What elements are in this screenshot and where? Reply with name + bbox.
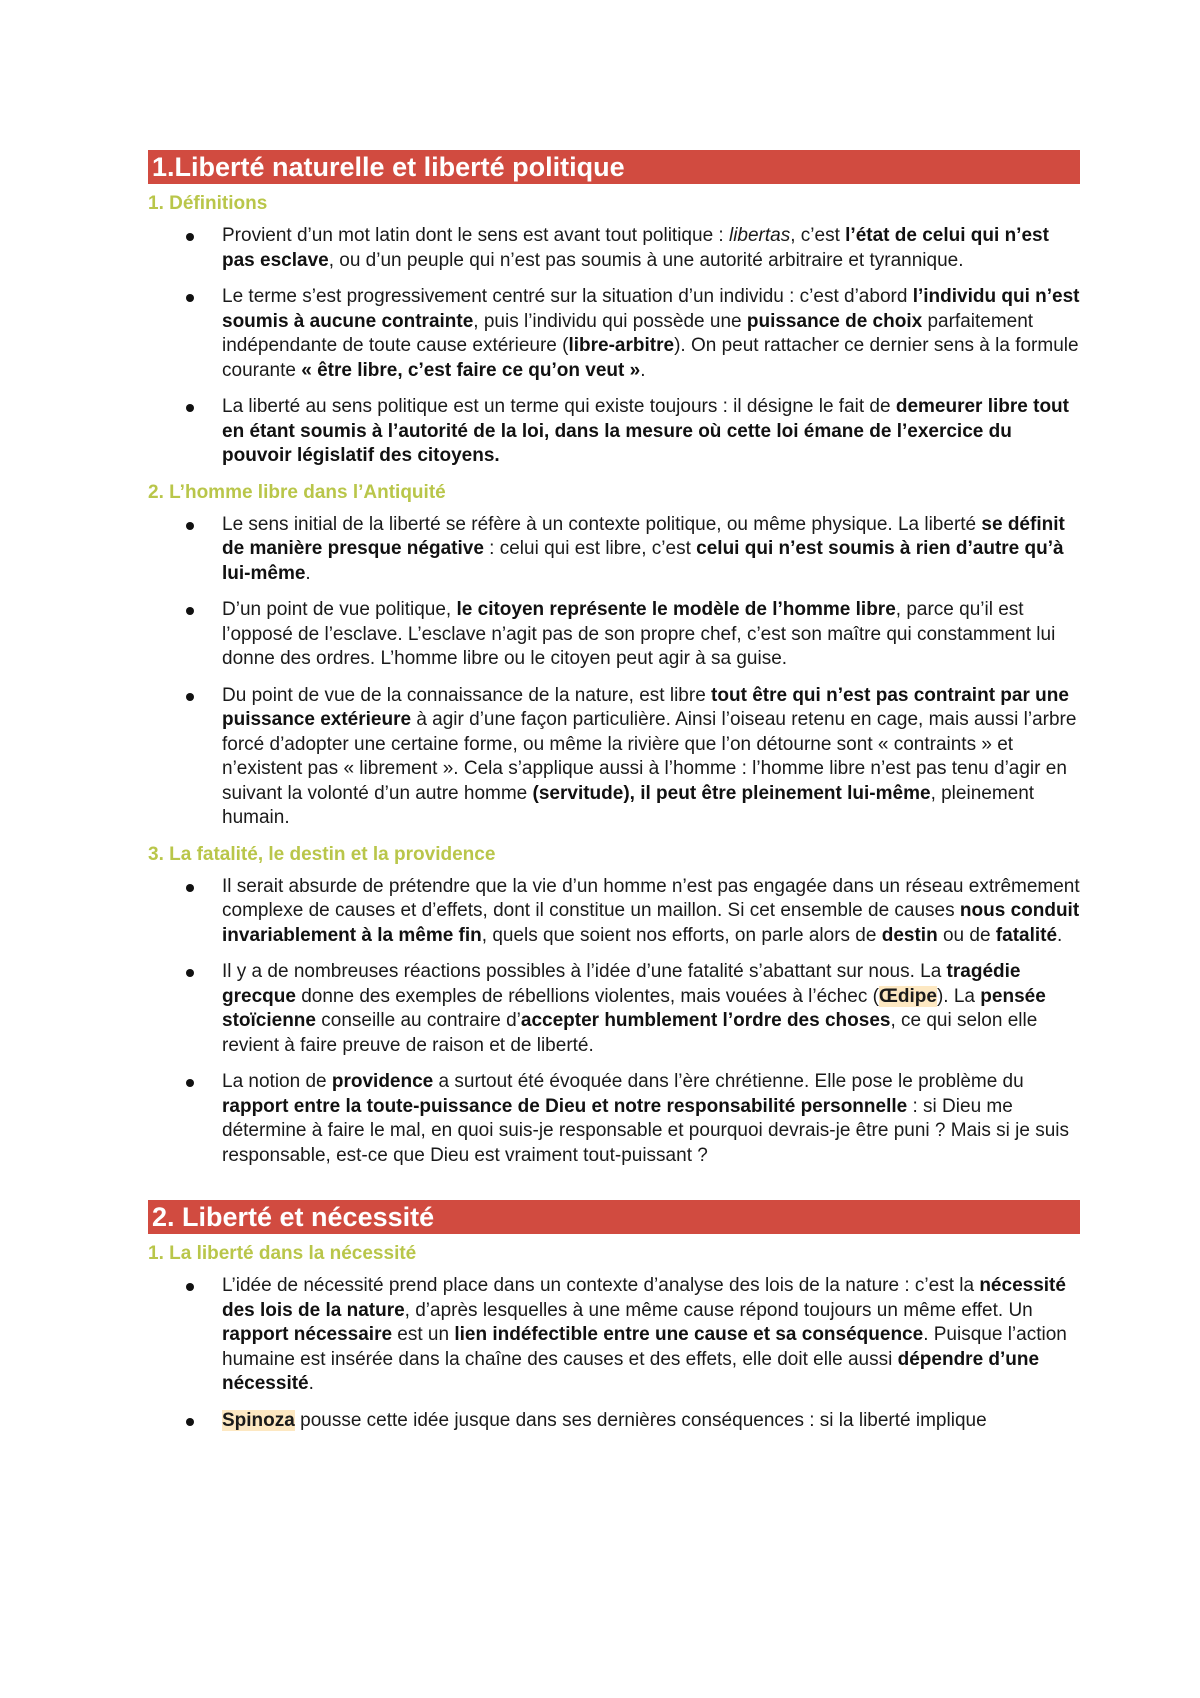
- bold-text: destin: [881, 924, 938, 946]
- bullet-icon: [186, 1418, 194, 1426]
- bold-text: nous conduit invariablement à la même fin: [222, 900, 1080, 946]
- subsection-heading: 1. Définitions: [148, 193, 268, 214]
- bullet-item: [148, 1070, 1080, 1168]
- bullet-text: [222, 1071, 1069, 1166]
- bullet-text: [222, 1410, 987, 1431]
- text-run: La notion de: [222, 1071, 332, 1092]
- bullet-list: [148, 1274, 1080, 1433]
- bold-text: le citoyen représente le modèle de l’homme libre: [456, 599, 896, 620]
- text-run: , puis l’individu qui possède une: [473, 310, 747, 332]
- highlighted-name: Œdipe: [878, 985, 937, 1007]
- text-run: Provient d’un mot latin dont le sens est avant tout politique :: [222, 225, 729, 246]
- highlighted-name: Spinoza: [222, 1409, 295, 1431]
- text-run: , parce qu’il est l’opposé de l’esclave. L’esclave n’agit pas de son propre chef, c’est son maître qui constamment lui donne des ordres. L’homme libre ou le citoyen peut agir à sa guise.: [222, 599, 1056, 669]
- subsection-heading: 3. La fatalité, le destin et la providence: [148, 843, 496, 865]
- text-run: ). On peut rattacher ce dernier sens à la formule courante: [222, 335, 1079, 381]
- bullet-item: [148, 684, 1080, 831]
- bullet-icon: [186, 404, 194, 412]
- bold-text: « être libre, c’est faire ce qu’on veut »: [301, 359, 641, 381]
- bullet-text: [222, 599, 1055, 669]
- text-run: conseille au contraire d’: [315, 1010, 521, 1031]
- bullet-list: [148, 224, 1080, 469]
- bullet-item: [148, 875, 1080, 949]
- bullet-text: [222, 225, 1049, 271]
- bullet-item: [148, 960, 1080, 1058]
- text-run: parfaitement indépendante de toute cause extérieure (: [222, 310, 1034, 356]
- text-run: La liberté au sens politique est un terme qui existe toujours : il désigne le fait de: [222, 396, 896, 417]
- text-run: Le terme s’est progressivement centré sur la situation d’un individu : c’est d’abord: [222, 286, 913, 307]
- text-run: ). La: [936, 985, 981, 1007]
- bullet-item: [148, 1274, 1080, 1397]
- bullet-icon: [186, 1079, 194, 1087]
- bullet-text: [222, 961, 1046, 1056]
- bold-text: rapport entre la toute-puissance de Dieu et notre responsabilité personnelle: [222, 1095, 908, 1117]
- text-run: , ou d’un peuple qui n’est pas soumis à une autorité arbitraire et tyrannique.: [328, 249, 964, 271]
- bold-text: se définit de manière presque négative: [222, 513, 1065, 559]
- bullet-icon: [186, 884, 194, 892]
- bullet-text: [222, 876, 1080, 946]
- bullet-text: [222, 685, 1076, 829]
- text-run: ou de: [937, 924, 996, 946]
- text-run: Il serait absurde de prétendre que la vie d’un homme n’est pas engagée dans un réseau extrêmement complexe de causes et d’effets, dont il constitue un maillon. Si cet ensemble de causes: [222, 875, 1080, 921]
- bold-text: accepter humblement l’ordre des choses: [520, 1010, 891, 1031]
- bullet-list: [148, 513, 1080, 831]
- bullet-icon: [186, 294, 194, 302]
- bullet-item: [148, 224, 1080, 273]
- bullet-item: [148, 285, 1080, 383]
- bullet-icon: [186, 693, 194, 701]
- bold-text: nécessité des lois de la nature: [222, 1275, 1066, 1321]
- text-run: : si Dieu me détermine à faire le mal, en quoi suis-je responsable et pourquoi devrais-je être puni ? Mais si je suis responsable, est-ce que Dieu est vraiment tout-puissant ?: [222, 1095, 1069, 1166]
- bullet-text: [222, 396, 1069, 466]
- text-run: , c’est: [790, 225, 846, 246]
- bullet-list: [148, 875, 1080, 1169]
- bold-text: tout être qui n’est pas contraint par une puissance extérieure: [222, 684, 1069, 730]
- bullet-icon: [186, 233, 194, 241]
- bold-text: celui qui n’est soumis à rien d’autre qu’à lui-même: [222, 538, 1064, 584]
- bullet-item: [148, 1409, 1080, 1434]
- text-run: D’un point de vue politique,: [222, 599, 457, 620]
- document-content: [148, 150, 1080, 1445]
- bold-text: pensée stoïcienne: [222, 985, 1046, 1031]
- bold-text: libre-arbitre: [568, 335, 675, 356]
- text-run: Du point de vue de la connaissance de la nature, est libre: [222, 684, 712, 706]
- bullet-text: [222, 514, 1065, 584]
- text-run: donne des exemples de rébellions violentes, mais vouées à l’échec (: [295, 985, 879, 1007]
- text-run: .: [305, 562, 311, 584]
- bullet-icon: [186, 522, 194, 530]
- bold-text: demeurer libre tout en étant soumis à l’autorité de la loi, dans la mesure où cette loi émane de l’exercice du pouvoir législatif des citoyens.: [222, 396, 1069, 466]
- text-run: , ce qui selon elle revient à faire preuve de raison et de liberté.: [222, 1010, 1038, 1056]
- text-run: .: [640, 359, 646, 381]
- text-run: .: [308, 1373, 314, 1394]
- bullet-item: [148, 513, 1080, 587]
- bold-text: fatalité: [995, 924, 1058, 946]
- text-run: , d’après lesquelles à une même cause répond toujours un même effet. Un: [404, 1299, 1033, 1321]
- text-run: pousse cette idée jusque dans ses dernières conséquences : si la liberté implique: [294, 1409, 987, 1431]
- bold-text: rapport nécessaire: [222, 1324, 393, 1345]
- subsection-heading: 1. La liberté dans la nécessité: [148, 1243, 417, 1264]
- text-run: Le sens initial de la liberté se réfère à un contexte politique, ou même physique. La liberté: [222, 513, 982, 535]
- bold-text: tragédie grecque: [222, 961, 1021, 1007]
- bullet-item: [148, 598, 1080, 672]
- bold-text: (servitude), il peut être pleinement lui-même: [532, 782, 931, 804]
- bullet-icon: [186, 969, 194, 977]
- text-run: est un: [392, 1324, 455, 1345]
- text-run: , quels que soient nos efforts, on parle alors de: [481, 924, 882, 946]
- section-heading: 1.Liberté naturelle et liberté politique: [148, 150, 1080, 184]
- text-run: , pleinement humain.: [222, 782, 1035, 828]
- text-run: .: [1057, 924, 1063, 946]
- bold-text: puissance de choix: [746, 310, 923, 332]
- bold-text: l’individu qui n’est soumis à aucune contrainte: [222, 286, 1080, 332]
- section-heading: 2. Liberté et nécessité: [148, 1200, 1080, 1234]
- text-run: Il y a de nombreuses réactions possibles à l’idée d’une fatalité s’abattant sur nous. La: [222, 961, 947, 982]
- bullet-icon: [186, 1283, 194, 1291]
- bold-text: lien indéfectible entre une cause et sa conséquence: [454, 1324, 924, 1345]
- text-run: : celui qui est libre, c’est: [483, 538, 697, 559]
- text-run: a surtout été évoquée dans l’ère chrétienne. Elle pose le problème du: [433, 1071, 1024, 1092]
- text-run: L’idée de nécessité prend place dans un contexte d’analyse des lois de la nature : c’est la: [222, 1275, 980, 1296]
- bold-text: dépendre d’une nécessité: [222, 1348, 1040, 1394]
- bullet-item: [148, 395, 1080, 469]
- bullet-icon: [186, 607, 194, 615]
- bullet-text: [222, 286, 1079, 381]
- bullet-text: [222, 1275, 1067, 1394]
- text-run: . Puisque l’action humaine est insérée dans la chaîne des causes et des effets, elle doit elle aussi: [222, 1324, 1067, 1370]
- italic-text: libertas: [728, 225, 791, 246]
- text-run: à agir d’une façon particulière. Ainsi l’oiseau retenu en cage, mais aussi l’arbre forcé d’adopter une certaine forme, ou même la rivière que l’on détourne sont « contraints » et n’existent pas « librement ». Cela s’applique aussi à l’homme : l’homme libre n’est pas tenu d’agir en suivant la volonté d’un autre homme: [222, 709, 1077, 804]
- bold-text: l’état de celui qui n’est pas esclave: [222, 225, 1049, 271]
- subsection-heading: 2. L’homme libre dans l’Antiquité: [148, 481, 446, 503]
- bold-text: providence: [331, 1071, 434, 1092]
